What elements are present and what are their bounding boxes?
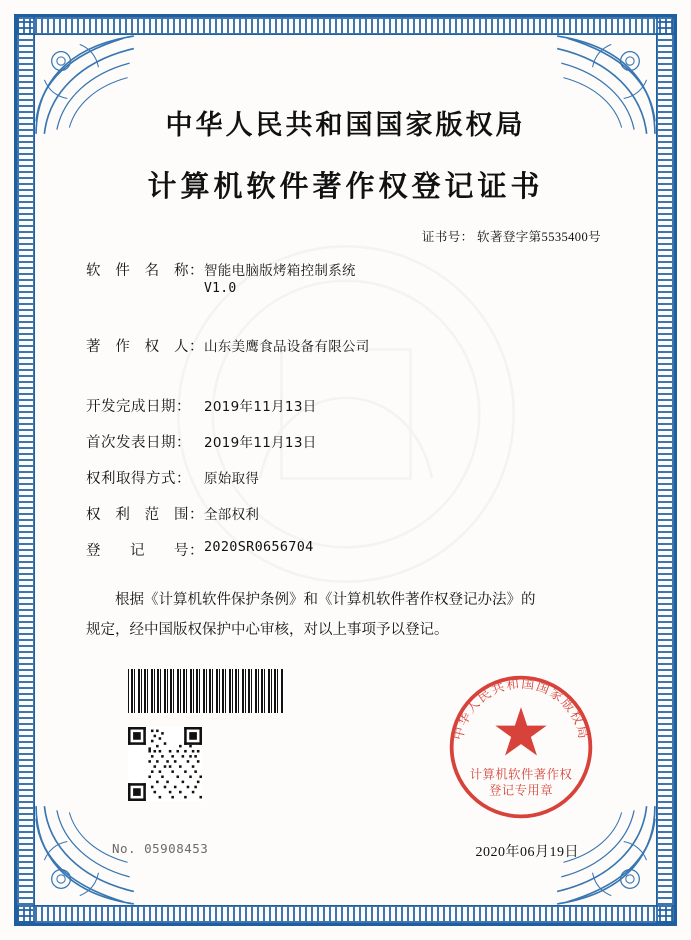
official-seal	[445, 671, 597, 823]
qr-code	[128, 727, 202, 801]
svg-text:中华人民共和国国家版权局: 中华人民共和国国家版权局	[451, 677, 591, 742]
certificate-footer	[56, 841, 635, 867]
field-label-software-name: 软 件 名 称：	[86, 263, 204, 279]
field-copyright-owner	[86, 335, 635, 356]
marks-area	[56, 669, 635, 839]
meander-border-left	[17, 17, 35, 923]
svg-text:登记专用章: 登记专用章	[488, 783, 554, 798]
legal-statement	[56, 586, 635, 645]
field-dev-complete-date	[86, 395, 635, 416]
spacer	[86, 371, 635, 395]
certificate-number: 证书号： 软著登字第5535400号	[421, 230, 601, 244]
field-value-registration-no: 2020SR0656704	[204, 539, 314, 555]
field-rights-scope	[86, 503, 635, 524]
field-label-rights-scope: 权 利 范 围：	[86, 507, 204, 523]
field-first-publish-date	[86, 431, 635, 452]
svg-text:计算机软件著作权: 计算机软件著作权	[469, 767, 573, 782]
field-value-dev-complete-date: 2019年11月13日	[204, 399, 317, 415]
software-version-text: V1.0	[204, 281, 237, 296]
field-list	[56, 259, 635, 560]
meander-border-top	[17, 17, 674, 35]
barcode	[128, 669, 284, 713]
spacer	[86, 311, 635, 335]
statement-line-1: 根据《计算机软件保护条例》和《计算机软件著作权登记办法》的	[115, 592, 536, 608]
field-value-acquire-way: 原始取得	[204, 471, 260, 487]
statement-line-2: 规定，经中国版权保护中心审核，对以上事项予以登记。	[86, 621, 449, 638]
page-title: 中华人民共和国国家版权局	[165, 110, 526, 141]
field-value-rights-scope: 全部权利	[204, 507, 260, 523]
field-acquire-way	[86, 467, 635, 488]
field-label-acquire-way: 权利取得方式：	[86, 471, 191, 487]
field-value-copyright-owner: 山东美鹰食品设备有限公司	[204, 339, 370, 355]
serial-number: No. 05908453	[112, 841, 209, 857]
certificate-content	[56, 48, 635, 892]
field-value-first-publish-date: 2019年11月13日	[204, 435, 317, 451]
meander-border-bottom	[17, 905, 674, 923]
field-label-first-publish-date: 首次发表日期：	[86, 435, 191, 451]
page-subtitle: 计算机软件著作权登记证书	[147, 169, 544, 203]
field-value-software-name	[204, 259, 635, 296]
field-label-registration-no: 登 记 号：	[86, 543, 204, 559]
field-registration-no	[86, 539, 635, 560]
meander-border-right	[656, 17, 674, 923]
issue-date: 2020年06月19日	[475, 845, 579, 861]
field-label-copyright-owner: 著 作 权 人：	[86, 339, 204, 355]
field-software-name	[86, 259, 635, 296]
software-name-text: 智能电脑版烤箱控制系统	[204, 263, 356, 279]
field-label-dev-complete-date: 开发完成日期：	[86, 399, 191, 415]
